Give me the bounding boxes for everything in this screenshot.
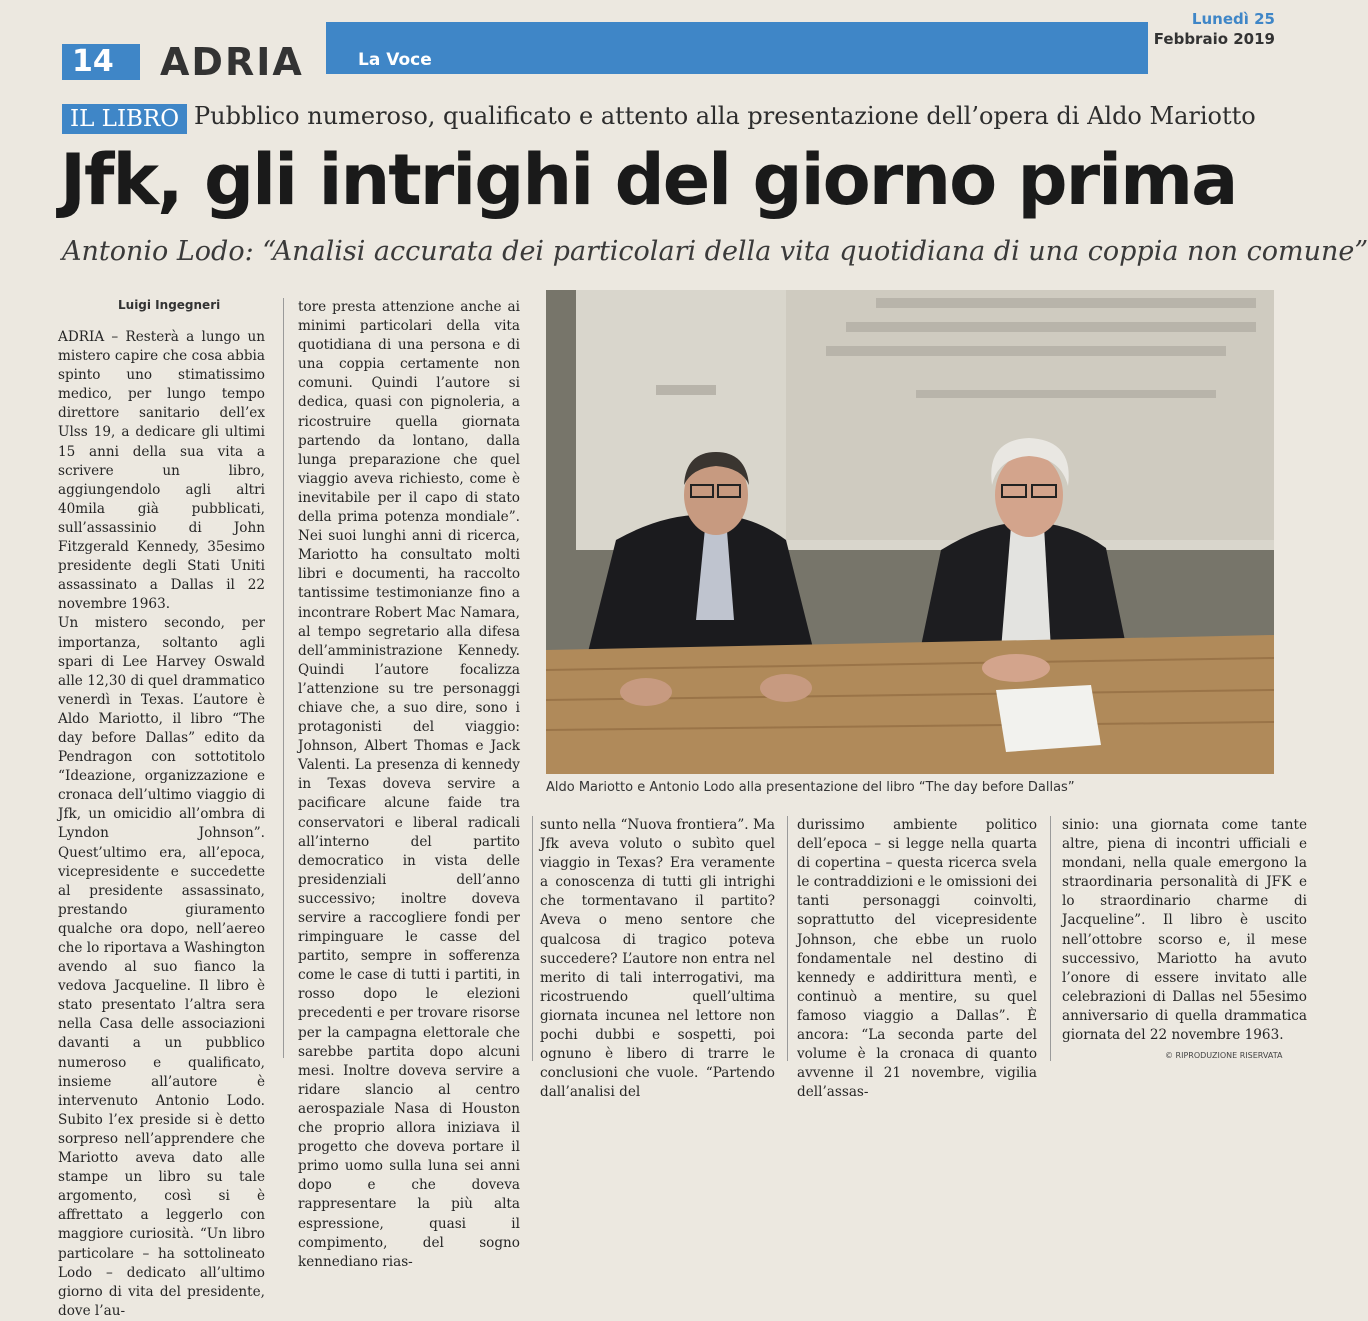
column-rule <box>1050 816 1051 1061</box>
article-column-3 <box>540 816 775 1101</box>
section-tag: IL LIBRO <box>62 104 187 134</box>
article-column-4 <box>797 816 1037 1101</box>
photo-illustration <box>546 290 1274 774</box>
byline: Luigi Ingegneri <box>118 298 221 312</box>
paragraph: sunto nella “Nuova frontiera”. Ma Jfk aveva voluto o subìto quel viaggio in Texas? Era veramente a conoscenza di tutti gli intrighi che tormentavano il partito? Aveva o meno sentore che qualcosa di tragico poteva succedere? L’autore non entra nel merito di tali interrogativi, ma ricostruendo quell’ultima giornata incunea nel lettore non pochi dubbi e sospetti, poi ognuno è libero di trarre le conclusioni che vuole. “Partendo dall’analisi del <box>540 817 775 1101</box>
paragraph: sinio: una giornata come tante altre, piena di incontri ufficiali e mondani, nella quale emergono la straordinaria personalità di JFK e lo straordinario charme di Jacqueline”. Il libro è uscito nell’ottobre scorso e, il mese successivo, Mariotto ha avuto l’onore di essere invitato alle celebrazioni di Dallas nel 55esimo anniversario di quella drammatica giornata del 22 novembre 1963. <box>1062 817 1307 1044</box>
column-rule <box>787 816 788 1061</box>
section-title: ADRIA <box>160 40 304 84</box>
paragraph: ADRIA – Resterà a lungo un mistero capire che cosa abbia spinto uno stimatissimo medico, per lungo tempo direttore sanitario dell’ex Ulss 19, a dedicare gli ultimi 15 anni della sua vita a scrivere un libro, aggiungendolo agli altri 40mila già pubblicati, sull’assassinio di John Fitzgerald Kennedy, 35esimo presidente degli Stati Uniti assassinato a Dallas il 22 novembre 1963. <box>58 329 265 613</box>
paragraph: Un mistero secondo, per importanza, soltanto agli spari di Lee Harvey Oswald alle 12,30 di quel drammatico venerdì in Texas. L’autore è Aldo Mariotto, il libro “The day before Dallas” edito da Pendragon con sottotitolo “Ideazione, organizzazione e cronaca dell’ultimo viaggio di Jfk, un omicidio all’ombra di Lyndon Johnson”. Quest’ultimo era, all’epoca, vicepresidente e succedette al presidente assassinato, prestando giuramento qualche ora dopo, nell’aereo che lo riportava a Washington avendo al suo fianco la vedova Jacqueline. Il libro è stato presentato l’altra sera nella Casa delle associazioni davanti a un pubblico numeroso e qualificato, insieme all’autore è intervenuto Antonio Lodo. Subito l’ex preside si è detto sorpreso nell’apprendere che Mariotto aveva dato alle stampe un libro su tale argomento, così si è affrettato a leggerlo con maggiore curiosità. “Un libro particolare – ha sottolineato Lodo – dedicato all’ultimo giorno di vita del presidente, dove l’au- <box>58 615 265 1319</box>
masthead-bar <box>326 22 1148 74</box>
article-column-1 <box>58 328 265 1319</box>
page-number: 14 <box>62 44 140 80</box>
article-column-5 <box>1062 816 1307 1051</box>
column-rule <box>532 816 533 1061</box>
photo-caption: Aldo Mariotto e Antonio Lodo alla presentazione del libro “The day before Dallas” <box>546 780 1075 795</box>
article-column-2 <box>298 298 520 1270</box>
subheadline: Antonio Lodo: “Analisi accurata dei particolari della vita quotidiana di una coppia non comune” <box>62 236 1368 267</box>
headline: Jfk, gli intrighi del giorno prima <box>60 139 1237 221</box>
column-rule <box>283 298 284 1058</box>
article-photo <box>546 290 1274 774</box>
copyright-notice: © RIPRODUZIONE RISERVATA <box>1165 1051 1283 1060</box>
paragraph: durissimo ambiente politico dell’epoca – si legge nella quarta di copertina – questa ricerca svela le contraddizioni e le omissioni dei tanti personaggi coinvolti, soprattutto del vicepresidente Johnson, che ebbe un ruolo fondamentale nel destino di kennedy e addirittura mentì, e continuò a mentire, su quel famoso viaggio a Dallas”. È ancora: “La seconda parte del volume è la cronaca di quanto avvenne il 21 novembre, vigilia dell’assas- <box>797 817 1037 1101</box>
paragraph: tore presta attenzione anche ai minimi particolari della vita quotidiana di una persona e di una coppia certamente non comuni. Quindi l’autore si dedica, quasi con pignoleria, a ricostruire quella giornata partendo da lontano, dalla lunga preparazione che quel viaggio aveva richiesto, come è inevitabile per il capo di stato della prima potenza mondiale”. Nei suoi lunghi anni di ricerca, Mariotto ha consultato molti libri e documenti, ha raccolto tantissime testimonianze fino a incontrare Robert Mac Namara, al tempo segretario alla difesa dell’amministrazione Kennedy. Quindi l’autore focalizza l’attenzione su tre personaggi chiave che, a suo dire, sono i protagonisti del viaggio: Johnson, Albert Thomas e Jack Valenti. La presenza di kennedy in Texas doveva servire a pacificare alcune faide tra conservatori e liberal radicali all’interno del partito democratico in vista delle presidenziali dell’anno successivo; inoltre doveva servire a raccogliere fondi per rimpinguare le casse del partito, sempre in sofferenza come le case di tutti i partiti, in rosso dopo le elezioni precedenti e per trovare risorse per la campagna elettorale che sarebbe partita dopo alcuni mesi. Inoltre doveva servire a ridare slancio al centro aerospaziale Nasa di Houston che proprio allora iniziava il progetto che doveva portare il primo uomo sulla luna sei anni dopo e che doveva rappresentare la più alta espressione, quasi il compimento, del sogno kennediano rias- <box>298 299 520 1270</box>
kicker: Pubblico numeroso, qualificato e attento alla presentazione dell’opera di Aldo Mariotto <box>194 102 1256 130</box>
date-day: Lunedì 25 <box>1191 10 1275 28</box>
newspaper-name: La Voce <box>358 50 432 70</box>
date-month-year: Febbraio 2019 <box>1153 30 1275 48</box>
